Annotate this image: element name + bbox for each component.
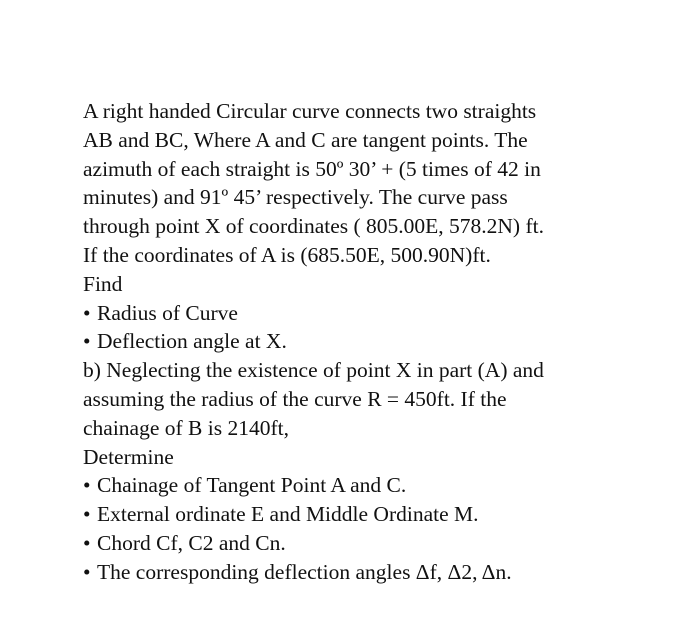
determine-item: [83, 471, 683, 500]
determine-item-text: Chord Cf, C2 and Cn.: [97, 530, 286, 555]
problem-text: [83, 97, 683, 587]
part-b-line: assuming the radius of the curve R = 450ft. If the: [83, 386, 507, 411]
find-item: [83, 299, 683, 328]
determine-item-text: Chainage of Tangent Point A and C.: [97, 473, 407, 498]
intro-line: A right handed Circular curve connects two straights: [83, 99, 537, 123]
bullet-icon: •: [83, 473, 91, 498]
intro-line: through point X of coordinates ( 805.00E, 578.2N) ft.: [83, 214, 544, 239]
find-item-text: Radius of Curve: [97, 300, 238, 325]
intro-line: azimuth of each straight is 50º 30’ + (5 times of 42 in: [83, 156, 541, 181]
determine-item-text: The corresponding deflection angles Δf, Δ2, Δn.: [97, 559, 512, 584]
determine-item: [83, 558, 683, 587]
find-label: Find: [83, 271, 123, 296]
determine-item: [83, 529, 683, 558]
bullet-icon: •: [83, 530, 91, 555]
intro-line: If the coordinates of A is (685.50E, 500.90N)ft.: [83, 242, 491, 267]
part-b-line: chainage of B is 2140ft,: [83, 415, 289, 440]
bullet-icon: •: [83, 300, 91, 325]
bullet-icon: •: [83, 559, 91, 584]
determine-label: Determine: [83, 444, 174, 469]
find-item-text: Deflection angle at X.: [97, 329, 287, 354]
bullet-icon: •: [83, 502, 91, 527]
determine-item-text: External ordinate E and Middle Ordinate M.: [97, 502, 479, 527]
intro-line: minutes) and 91º 45’ respectively. The curve pass: [83, 185, 508, 210]
intro-line: AB and BC, Where A and C are tangent points. The: [83, 127, 528, 152]
bullet-icon: •: [83, 329, 91, 354]
part-b-line: b) Neglecting the existence of point X in part (A) and: [83, 358, 544, 383]
find-item: [83, 327, 683, 356]
determine-item: [83, 500, 683, 529]
